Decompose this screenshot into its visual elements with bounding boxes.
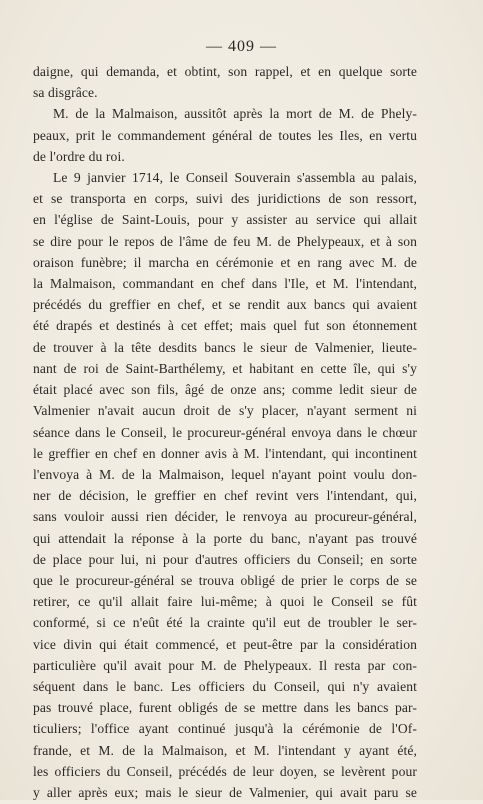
text-line: sa disgrâce. (33, 85, 98, 100)
text-line: qui attendait la réponse à la porte du banc, n'ayant pas trouvé (33, 531, 417, 546)
text-line: la Malmaison, commandant en chef dans l'Ile, et M. l'intendant, (33, 276, 417, 291)
text-line: séquent dans le banc. Les officiers du Conseil, qui n'y avaient (33, 679, 417, 694)
text-line: été drapés et destinés à cet effet; mais quel fut son étonnement (33, 318, 417, 333)
text-line: retirer, ce qu'il allait faire lui-même; à quoi le Conseil se fût (33, 594, 417, 609)
text-line: ner de décision, le greffier en chef revint vers l'intendant, qui, (33, 488, 417, 503)
text-line: de l'ordre du roi. (33, 149, 125, 164)
text-line: peaux, prit le commandement général de toutes les Iles, en vertu (33, 128, 417, 143)
text-line: de place pour lui, ni pour d'autres officiers du Conseil; en sorte (33, 552, 417, 567)
text-line: conformé, si ce n'eût été la crainte qu'il eut de troubler le ser- (33, 615, 417, 630)
text-line: vice divin qui était commencé, et peut-être par la considération (33, 637, 417, 652)
text-line: sans vouloir aussi rien décider, le renvoya au procureur-général, (33, 509, 417, 524)
text-line: précédés du greffier en chef, et se rendit aux bancs qui avaient (33, 297, 417, 312)
page-number: — 409 — (206, 38, 277, 55)
text-line: que le procureur-général se trouva obligé de prier le corps de se (33, 573, 417, 588)
text-line: le greffier en chef en donner avis à M. l'intendant, qui incontinent (33, 446, 417, 461)
text-line: daigne, qui demanda, et obtint, son rappel, et en quelque sorte (33, 64, 417, 79)
text-line: particulière qu'il avait pour M. de Phelypeaux. Il resta par con- (33, 658, 417, 673)
text-line: ticuliers; l'office ayant continué jusqu'à la cérémonie de l'Of- (33, 721, 417, 736)
text-line: les officiers du Conseil, précédés de leur doyen, se levèrent pour (33, 764, 417, 779)
text-line: pas trouvé place, furent obligés de se mettre dans les bancs par- (33, 700, 417, 715)
text-line: oraison funèbre; il marcha en cérémonie et en rang avec M. de (33, 255, 417, 270)
text-line: Le 9 janvier 1714, le Conseil Souverain s'assembla au palais, (53, 170, 417, 185)
text-line: se dire pour le repos de l'âme de feu M. de Phelypeaux, et à son (33, 234, 417, 249)
text-line: l'envoya à M. de la Malmaison, lequel n'ayant point voulu don- (33, 467, 417, 482)
text-line: était placé avec son fils, âgé de onze ans; comme ledit sieur de (33, 382, 417, 397)
text-line: Valmenier n'avait aucun droit de s'y placer, n'ayant serment ni (33, 403, 417, 418)
text-line: nant de roi de Saint-Barthélemy, et habitant en cette île, qui s'y (33, 361, 417, 376)
text-line: séance dans le Conseil, le procureur-général envoya dans le chœur (33, 425, 417, 440)
text-line: en l'église de Saint-Louis, pour y assister au service qui allait (33, 212, 417, 227)
text-line: et se transporta en corps, suivi des juridictions de son ressort, (33, 191, 417, 206)
text-line: M. de la Malmaison, aussitôt après la mort de M. de Phely- (53, 106, 417, 121)
text-line: de trouver à la tête desdits bancs le sieur de Valmenier, lieute- (33, 340, 417, 355)
text-line: y aller après eux; mais le sieur de Valmenier, qui avait paru se (33, 785, 417, 800)
text-line: frande, et M. de la Malmaison, et M. l'intendant y ayant été, (33, 743, 417, 758)
